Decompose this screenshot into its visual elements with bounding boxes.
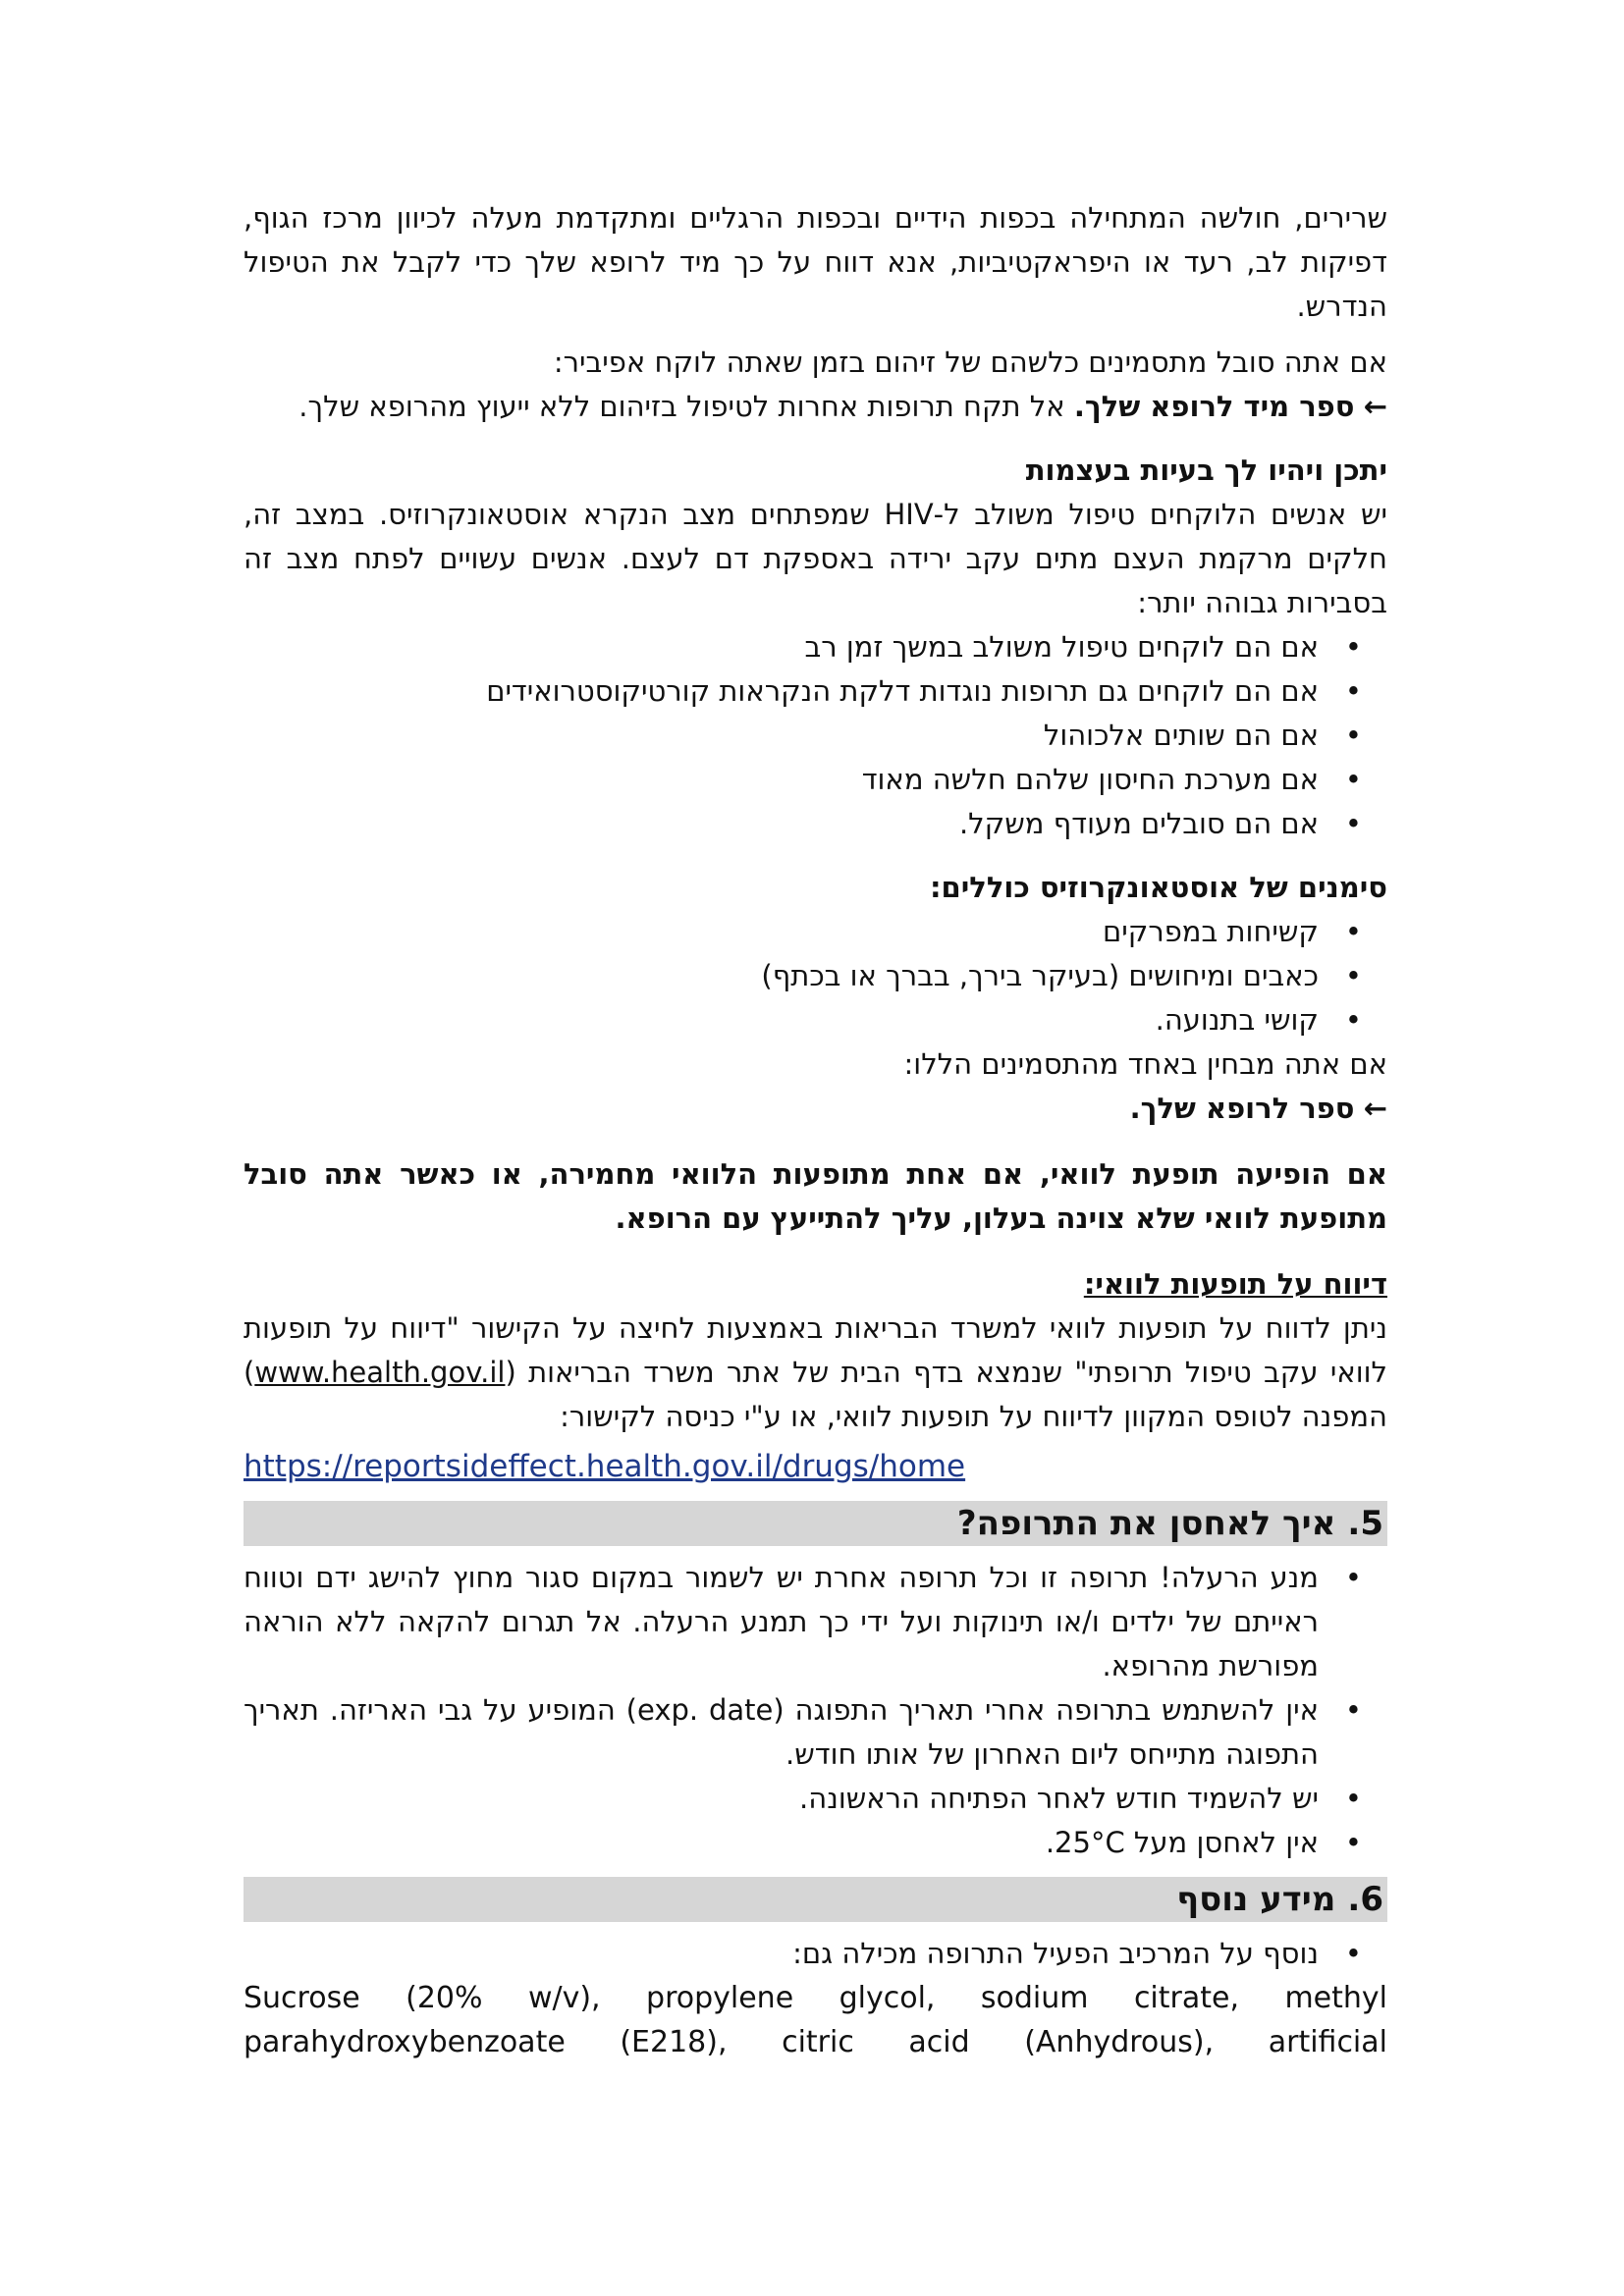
section-5-header [244, 1501, 1387, 1546]
signs-action [244, 1087, 1387, 1131]
side-effect-warning: אם הופיעה תופעת לוואי, אם אחת מתופעות הלוואי מחמירה, או כאשר אתה סובל מתופעת לוואי שלא צוינה בעלון, עליך להתייעץ עם הרופא. [244, 1157, 1387, 1235]
list-item: • אם מערכת החיסון שלהם חלשה מאוד [244, 758, 1319, 802]
signs-after: אם אתה מבחין באחד מהתסמינים הללו: [903, 1047, 1387, 1081]
arrow-icon: ← [1363, 390, 1387, 423]
section-6-header [244, 1877, 1387, 1922]
arrow-icon: ← [1363, 1092, 1387, 1125]
list-item: • אם הם סובלים מעודף משקל. [244, 802, 1319, 846]
report-url-line [244, 1445, 1387, 1489]
health-site-link[interactable]: www.health.gov.il [254, 1356, 506, 1389]
section-5-title: איך לאחסן את התרופה? [956, 1504, 1336, 1543]
report-heading: דיווח על תופעות לוואי: [1083, 1267, 1387, 1301]
list-item: • קשיחות במפרקים [244, 910, 1319, 954]
infection-action-rest: אל תקח תרופות אחרות לטיפול בזיהום ללא ייעוץ מהרופא שלך. [298, 390, 1074, 423]
signs-list [244, 910, 1387, 1042]
storage-list [244, 1556, 1387, 1865]
document-page [244, 196, 1387, 2064]
signs-action-bold: ספר לרופא שלך. [1129, 1092, 1355, 1125]
list-item: • כאבים ומיחושים (בעיקר בירך, בברך או בכתף) [244, 954, 1319, 998]
ingredients-text: Sucrose (20% w/v), propylene glycol, sodium citrate, methyl parahydroxybenzoate (E218), citric acid (Anhydrous), artificial [244, 1981, 1387, 2059]
report-text-before: ניתן לדווח על תופעות לוואי למשרד הבריאות באמצעות לחיצה על הקישור "דיווח על תופעות לוואי עקב טיפול תרופתי" שנמצא בדף הבית של אתר משרד הבריאות ( [244, 1311, 1387, 1389]
list-item: • נוסף על המרכיב הפעיל התרופה מכילה גם: [244, 1932, 1319, 1976]
list-item: • אין להשתמש בתרופה אחרי תאריך התפוגה (exp. date) המופיע על גבי האריזה. תאריך התפוגה מתייחס ליום האחרון של אותו חודש. [244, 1688, 1319, 1777]
infection-action [244, 385, 1387, 429]
list-item: • אין לאחסן מעל 25°C. [244, 1821, 1319, 1865]
list-item: • קושי בתנועה. [244, 998, 1319, 1042]
signs-heading: סימנים של אוסטאונקרוזיס כוללים: [929, 871, 1387, 904]
infection-action-bold: ספר מיד לרופא שלך. [1073, 390, 1355, 423]
section-6-title: מידע נוסף [1176, 1880, 1336, 1919]
bones-risk-list [244, 625, 1387, 846]
report-url-link[interactable]: https://reportsideffect.health.gov.il/drugs/home [244, 1449, 966, 1484]
list-item: • אם הם לוקחים טיפול משולב במשך זמן רב [244, 625, 1319, 669]
list-item: • אם הם שותים אלכוהול [244, 714, 1319, 758]
report-paragraph [244, 1307, 1387, 1439]
additional-info-list [244, 1932, 1387, 1976]
list-item: • אם הם לוקחים גם תרופות נוגדות דלקת הנקראות קורטיקוסטרואידים [244, 669, 1319, 714]
report-text-after: ) המפנה לטופס המקוון לדיווח על תופעות לוואי, או ע"י כניסה לקישור: [244, 1356, 1387, 1433]
list-item: • יש להשמיד חודש לאחר הפתיחה הראשונה. [244, 1777, 1319, 1821]
intro-paragraph: שרירים, חולשה המתחילה בכפות הידיים ובכפות הרגליים ומתקדמת מעלה לכיוון מרכז הגוף, דפיקות לב, רעד או היפראקטיביות, אנא דווח על כך מיד לרופא שלך כדי לקבל את הטיפול הנדרש. [244, 201, 1387, 323]
infection-paragraph: אם אתה סובל מתסמינים כלשהם של זיהום בזמן שאתה לוקח אפיביר: [553, 346, 1387, 379]
bones-heading: יתכן ויהיו לך בעיות בעצמות [1025, 454, 1387, 487]
bones-paragraph: יש אנשים הלוקחים טיפול משולב ל-HIV שמפתחים מצב הנקרא אוסטאונקרוזיס. במצב זה, חלקים מרקמת העצם מתים עקב ירידה באספקת דם לעצם. אנשים עשויים לפתח מצב זה בסבירות גבוהה יותר: [244, 498, 1387, 619]
list-item: • מנע הרעלה! תרופה זו וכל תרופה אחרת יש לשמור במקום סגור מחוץ להישג ידם וטווח ראייתם של ילדים ו/או תינוקות ועל ידי כך תמנע הרעלה. אל תגרום להקאה ללא הוראה מפורשת מהרופא. [244, 1556, 1319, 1688]
section-5-number: 5. [1347, 1504, 1383, 1543]
section-6-number: 6. [1347, 1880, 1383, 1919]
